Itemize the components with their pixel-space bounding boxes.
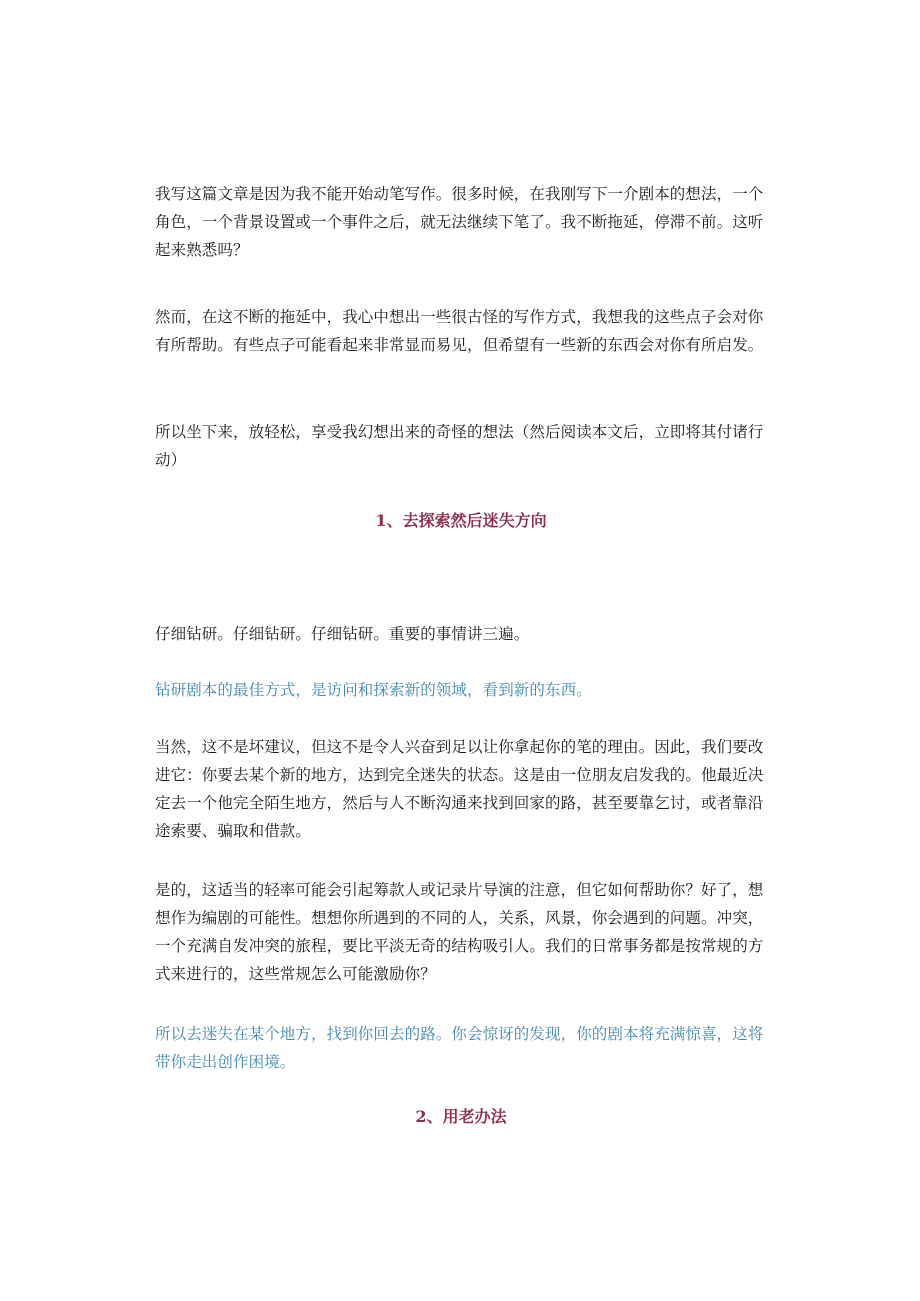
paragraph-research: 仔细钻研。仔细钻研。仔细钻研。重要的事情讲三遍。 [155,625,530,643]
section-heading-2 [155,1103,767,1131]
section-title: 、去探索然后迷失方向 [386,511,547,530]
section-title: 、用老办法 [426,1107,507,1126]
paragraph-possibilities: 是的，这适当的轻率可能会引起筹款人或记录片导演的注意，但它如何帮助你？好了，想想作为编剧的可能性。想想你所遇到的不同的人，关系，风景，你会遇到的问题。冲突，一个充满自发冲突的旅程，要比平淡无奇的结构吸引人。我们的日常事务都是按常规的方式来进行的，这些常规怎么可能激励你？ [155,881,764,983]
section-number: 1 [375,511,387,530]
section-number: 2 [415,1107,427,1126]
paragraph-relax: 所以坐下来，放轻松，享受我幻想出来的奇怪的想法（然后阅读本文后，立即将其付诸行动） [155,423,764,469]
section-heading-1 [155,507,767,535]
paragraph-intro: 我写这篇文章是因为我不能开始动笔写作。很多时候，在我刚写下一介剧本的想法，一个角色，一个背景设置或一个事件之后，就无法继续下笔了。我不断拖延，停滞不前。这听起来熟悉吗？ [155,185,764,259]
paragraph-ideas: 然而，在这不断的拖延中，我心中想出一些很古怪的写作方式，我想我的这些点子会对你有所帮助。有些点子可能看起来非常显而易见，但希望有一些新的东西会对你有所启发。 [155,308,764,354]
paragraph-highlight-find-way: 所以去迷失在某个地方，找到你回去的路。你会惊讶的发现，你的剧本将充满惊喜，这将带你走出创作困境。 [155,1025,764,1071]
paragraph-highlight-explore: 钻研剧本的最佳方式，是访问和探索新的领域，看到新的东西。 [155,681,592,699]
paragraph-get-lost: 当然，这不是坏建议，但这不是令人兴奋到足以让你拿起你的笔的理由。因此，我们要改进它：你要去某个新的地方，达到完全迷失的状态。这是由一位朋友启发我的。他最近决定去一个他完全陌生地方，然后与人不断沟通来找到回家的路，甚至要靠乞讨，或者靠沿途索要、骗取和借款。 [155,738,764,840]
